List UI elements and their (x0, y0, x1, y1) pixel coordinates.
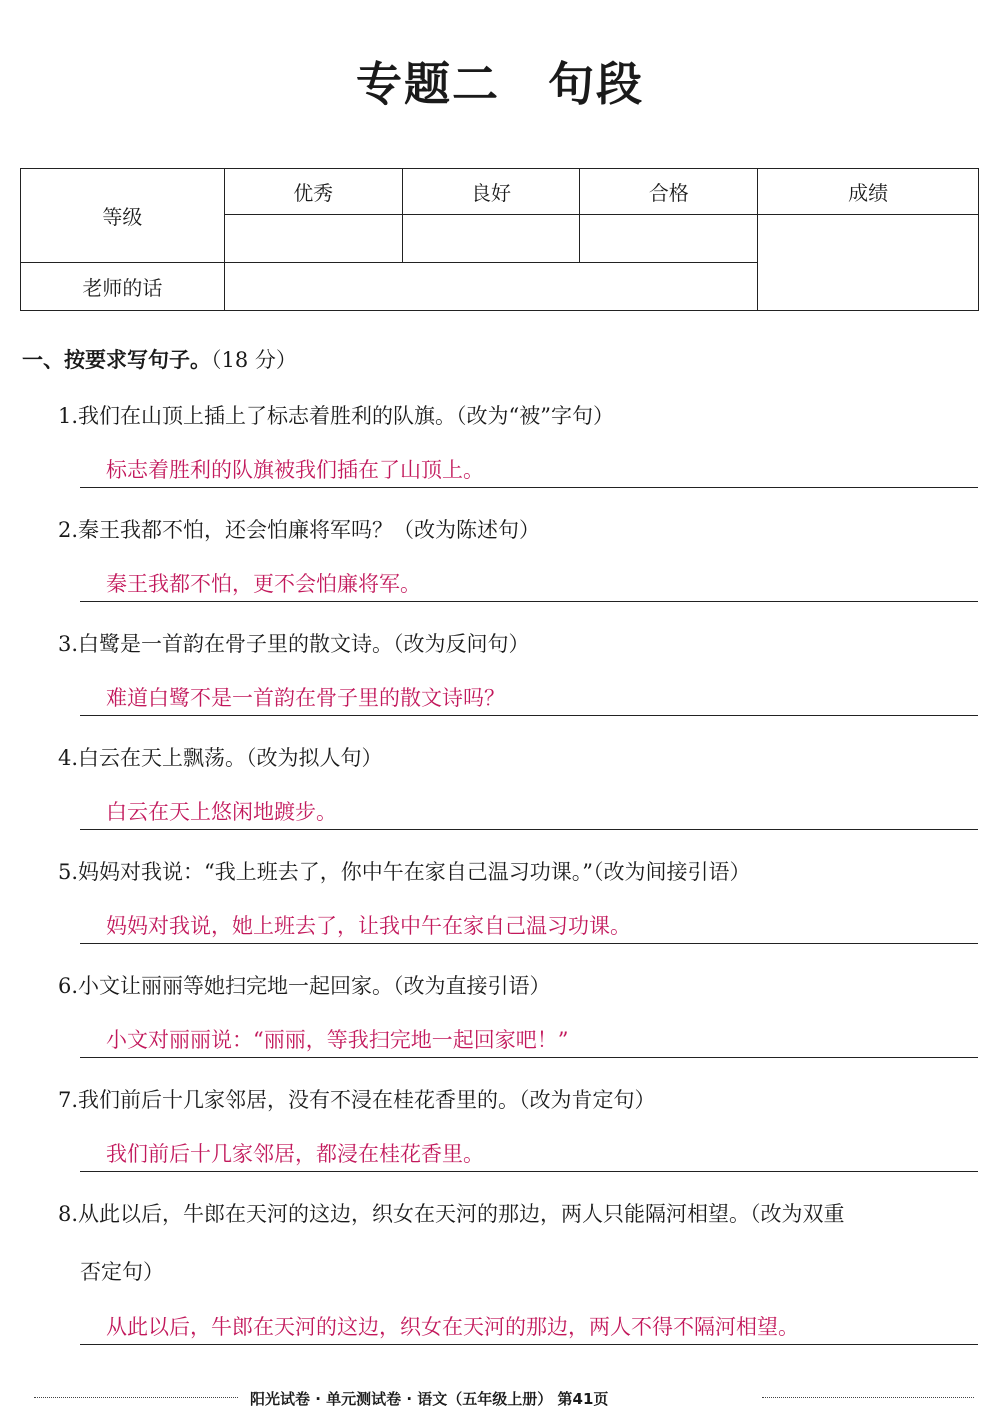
answer-line-1 (80, 453, 978, 488)
question-8-continued: 否定句） (80, 1260, 164, 1284)
question-4: 4.白云在天上飘荡。（改为拟人句） (58, 746, 383, 770)
question-3: 3.白鹭是一首韵在骨子里的散文诗。（改为反问句） (58, 632, 530, 656)
question-2: 2.秦王我都不怕，还会怕廉将军吗？（改为陈述句） (58, 518, 541, 542)
answer-line-3 (80, 681, 978, 716)
page-footer (34, 1388, 974, 1408)
score-cell (758, 215, 979, 311)
answer-line-5 (80, 909, 978, 944)
section-heading-text: 一、按要求写句子。 (22, 348, 211, 372)
question-8: 8.从此以后，牛郎在天河的这边，织女在天河的那边，两人只能隔河相望。（改为双重 (58, 1202, 845, 1226)
section-heading (22, 344, 297, 374)
grade-table (20, 168, 979, 311)
answer-6: 小文对丽丽说：“丽丽，等我扫完地一起回家吧！” (106, 1028, 569, 1052)
answer-line-6 (80, 1023, 978, 1058)
footer-dots-right (762, 1397, 974, 1398)
level-excellent-cell (224, 215, 402, 263)
teacher-comment-cell (224, 263, 757, 311)
grade-label: 等级 (21, 169, 225, 263)
answer-7: 我们前后十几家邻居，都浸在桂花香里。 (106, 1142, 484, 1166)
title-topic: 专题二 (356, 57, 500, 111)
question-6: 6.小文让丽丽等她扫完地一起回家。（改为直接引语） (58, 974, 551, 998)
answer-line-7 (80, 1137, 978, 1172)
answer-8: 从此以后，牛郎在天河的这边，织女在天河的那边，两人不得不隔河相望。 (106, 1315, 799, 1339)
footer-text: 阳光试卷 · 单元测试卷 · 语文（五年级上册） 第41页 (250, 1390, 609, 1408)
teacher-label: 老师的话 (21, 263, 225, 311)
level-good-cell (402, 215, 580, 263)
answer-line-4 (80, 795, 978, 830)
question-7: 7.我们前后十几家邻居，没有不浸在桂花香里的。（改为肯定句） (58, 1088, 656, 1112)
answer-line-2 (80, 567, 978, 602)
answer-1: 标志着胜利的队旗被我们插在了山顶上。 (106, 458, 484, 482)
answer-line-8 (80, 1310, 978, 1345)
level-pass: 合格 (580, 169, 758, 215)
answer-2: 秦王我都不怕，更不会怕廉将军。 (106, 572, 421, 596)
level-good: 良好 (402, 169, 580, 215)
question-5: 5.妈妈对我说：“我上班去了，你中午在家自己温习功课。”（改为间接引语） (58, 860, 751, 884)
page-title (0, 48, 1000, 114)
question-1: 1.我们在山顶上插上了标志着胜利的队旗。（改为“被”字句） (58, 404, 615, 428)
title-subject: 句段 (548, 57, 644, 111)
answer-5: 妈妈对我说，她上班去了，让我中午在家自己温习功课。 (106, 914, 631, 938)
level-excellent: 优秀 (224, 169, 402, 215)
level-pass-cell (580, 215, 758, 263)
section-points: （18 分） (211, 348, 297, 372)
answer-4: 白云在天上悠闲地踱步。 (106, 800, 337, 824)
score-label: 成绩 (758, 169, 979, 215)
answer-3: 难道白鹭不是一首韵在骨子里的散文诗吗？ (106, 686, 505, 710)
footer-dots-left (34, 1397, 238, 1398)
